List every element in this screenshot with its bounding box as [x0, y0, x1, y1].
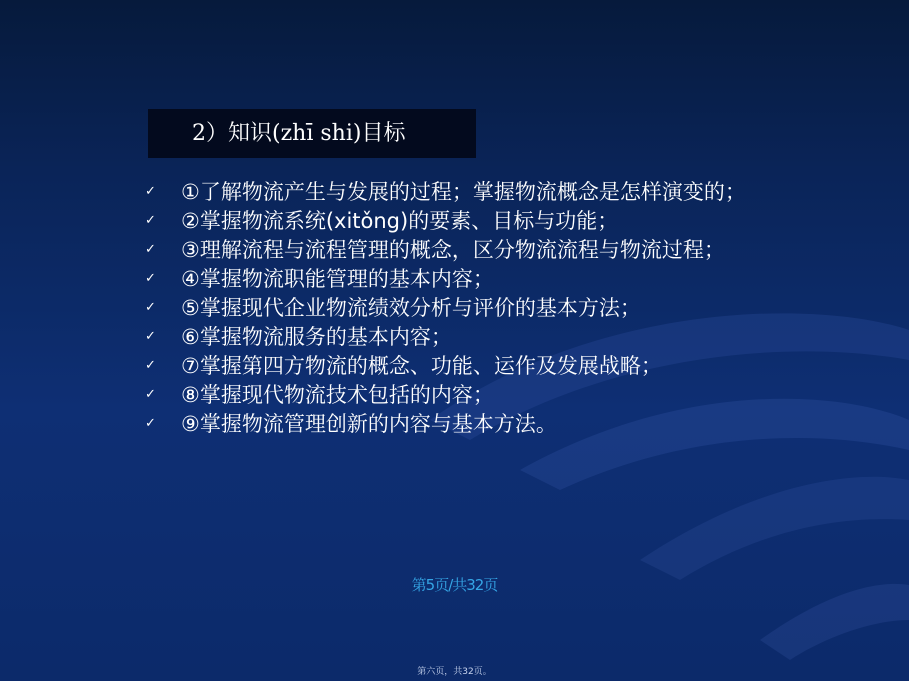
list-item [145, 411, 785, 437]
list-item [145, 295, 785, 321]
objective-text: ②掌握物流系统(xitǒng)的要素、目标与功能； [181, 209, 619, 233]
check-icon: ✓ [145, 242, 156, 257]
objective-text: ⑨掌握物流管理创新的内容与基本方法。 [181, 412, 557, 436]
list-item [145, 266, 785, 292]
objective-text: ③理解流程与流程管理的概念，区分物流流程与物流过程； [181, 238, 725, 262]
objective-text: ①了解物流产生与发展的过程；掌握物流概念是怎样演变的； [181, 180, 746, 204]
list-item [145, 208, 785, 234]
list-item [145, 382, 785, 408]
list-item [145, 353, 785, 379]
check-icon: ✓ [145, 416, 156, 431]
slide-title: 2）知识(zhī shi)目标 [148, 109, 476, 158]
check-icon: ✓ [145, 329, 156, 344]
objective-text: ⑦掌握第四方物流的概念、功能、运作及发展战略； [181, 354, 662, 378]
check-icon: ✓ [145, 387, 156, 402]
check-icon: ✓ [145, 271, 156, 286]
objective-text: ④掌握物流职能管理的基本内容； [181, 267, 494, 291]
objective-text: ⑤掌握现代企业物流绩效分析与评价的基本方法； [181, 296, 641, 320]
check-icon: ✓ [145, 184, 156, 199]
check-icon: ✓ [145, 300, 156, 315]
list-item [145, 324, 785, 350]
objectives-list [145, 179, 785, 440]
footer-note: 第六页，共32页。 [417, 667, 492, 677]
list-item [145, 179, 785, 205]
list-item [145, 237, 785, 263]
objective-text: ⑥掌握物流服务的基本内容； [181, 325, 452, 349]
check-icon: ✓ [145, 213, 156, 228]
objective-text: ⑧掌握现代物流技术包括的内容； [181, 383, 494, 407]
check-icon: ✓ [145, 358, 156, 373]
page-indicator: 第5页/共32页 [411, 576, 498, 594]
